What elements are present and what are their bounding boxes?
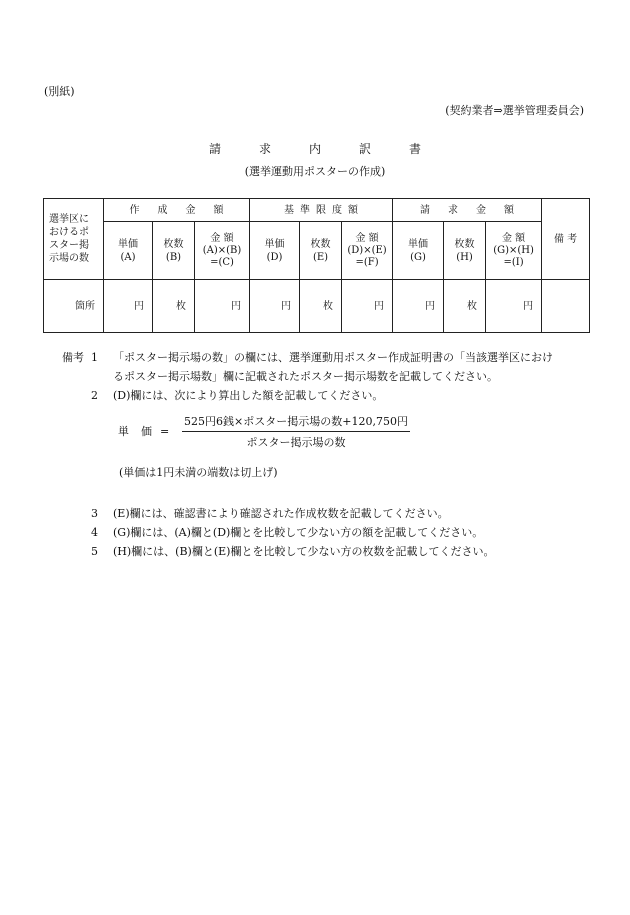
header-char: 金 xyxy=(185,204,196,216)
header-char: 度 xyxy=(332,204,343,216)
standard-limit-header xyxy=(250,199,393,222)
note-number: 1 xyxy=(91,351,98,364)
note-item xyxy=(62,349,592,368)
formula-char: 単 xyxy=(118,425,129,438)
header-line: (G)×(H) xyxy=(493,244,534,256)
note-item xyxy=(62,524,592,543)
formula-char: 価 xyxy=(141,425,152,438)
unit-price-d-header xyxy=(250,222,300,280)
formula-numerator: 525円6銭×ポスター掲示場の数+120,750円 xyxy=(182,415,410,432)
header-line: 金 額 xyxy=(355,232,379,244)
header-line: (A) xyxy=(120,251,136,263)
note-text: るポスター掲示場数」欄に記載されたポスター掲示場数を記載してください。 xyxy=(113,370,498,383)
note-number: 5 xyxy=(91,545,98,558)
note-item xyxy=(62,543,592,562)
header-line: =(F) xyxy=(355,256,379,268)
note-text: 「ポスター掲示場の数」の欄には、選挙運動用ポスター作成証明書の「当該選挙区におけ xyxy=(113,351,553,364)
unit-price-g-cell: 円 xyxy=(393,280,444,333)
amount-c-header xyxy=(195,222,250,280)
header-char: 金 xyxy=(476,204,487,216)
header-line: 示場の数 xyxy=(49,253,89,264)
header-char: 限 xyxy=(316,204,327,216)
unit-price-g-header xyxy=(393,222,444,280)
count-h-header xyxy=(444,222,486,280)
header-line: 金 額 xyxy=(210,232,234,244)
header-char: 額 xyxy=(348,204,359,216)
creation-amount-header xyxy=(104,199,250,222)
notes-label: 備考 xyxy=(62,351,84,364)
header-char: 額 xyxy=(504,204,515,216)
header-line: (E) xyxy=(312,251,329,263)
formula-fraction xyxy=(182,415,410,451)
header-line: おけるポ xyxy=(49,227,89,238)
header-line: 単価 xyxy=(264,238,285,250)
header-char: 成 xyxy=(157,204,168,216)
count-e-header xyxy=(300,222,342,280)
document-subtitle: (選挙運動用ポスターの作成) xyxy=(244,165,386,178)
header-line: 枚数 xyxy=(310,238,331,250)
header-char: 求 xyxy=(448,204,459,216)
header-line: 金 額 xyxy=(501,232,526,244)
header-char: 額 xyxy=(213,204,224,216)
count-h-cell: 枚 xyxy=(444,280,486,333)
note-text: (D)欄には、次により算出した額を記載してください。 xyxy=(113,389,384,402)
unit-price-d-cell: 円 xyxy=(250,280,300,333)
header-line: (A)×(B) xyxy=(202,244,242,256)
note-number: 3 xyxy=(91,507,98,520)
formula-equals: = xyxy=(160,425,170,438)
formula-lhs xyxy=(118,425,164,439)
header-line: 枚数 xyxy=(454,238,475,250)
amount-f-header xyxy=(342,222,393,280)
title-char: 求 xyxy=(258,142,271,156)
note-number: 2 xyxy=(91,389,98,402)
header-char: 請 xyxy=(420,204,431,216)
header-line: (G) xyxy=(410,251,426,263)
title-char: 書 xyxy=(409,142,422,156)
note-text: (H)欄には、(B)欄と(E)欄とを比較して少ない方の枚数を記載してください。 xyxy=(113,545,495,558)
unit-price-a-cell: 円 xyxy=(104,280,153,333)
notes-section xyxy=(62,349,592,562)
count-b-cell: 枚 xyxy=(153,280,195,333)
header-line: スター掲 xyxy=(49,240,89,251)
remarks-header: 備 考 xyxy=(542,199,590,280)
header-line: 枚数 xyxy=(163,238,184,250)
header-line: =(C) xyxy=(210,256,234,268)
rounding-note: (単価は1円未満の端数は切上げ) xyxy=(119,466,278,479)
amount-c-cell: 円 xyxy=(195,280,250,333)
unit-price-a-header xyxy=(104,222,153,280)
header-line: (H) xyxy=(456,251,473,263)
amount-i-cell: 円 xyxy=(486,280,542,333)
header-line: =(I) xyxy=(503,256,524,268)
header-line: 単価 xyxy=(118,238,138,250)
note-text: (G)欄には、(A)欄と(D)欄とを比較して少ない方の額を記載してください。 xyxy=(113,526,484,539)
note-text: (E)欄には、確認書により確認された作成枚数を記載してください。 xyxy=(113,507,449,520)
remarks-cell xyxy=(542,280,590,333)
district-poster-count-header xyxy=(44,199,104,280)
formula-denominator: ポスター掲示場の数 xyxy=(246,436,346,450)
count-b-header xyxy=(153,222,195,280)
header-char: 基 xyxy=(284,204,295,216)
amount-f-cell: 円 xyxy=(342,280,393,333)
claim-amount-header xyxy=(393,199,542,222)
header-line: (D)×(E) xyxy=(347,244,387,256)
district-count-cell: 箇所 xyxy=(44,280,104,333)
header-line: 単価 xyxy=(408,238,429,250)
header-line: 選挙区に xyxy=(49,214,89,225)
document-title xyxy=(0,142,630,158)
note-continuation xyxy=(62,368,592,387)
routing-note: (契約業者⇒選挙管理委員会) xyxy=(445,104,584,117)
amount-i-header xyxy=(486,222,542,280)
title-char: 訳 xyxy=(359,142,372,156)
header-char: 作 xyxy=(129,204,140,216)
title-char: 請 xyxy=(208,142,221,156)
note-item xyxy=(62,505,592,524)
count-e-cell: 枚 xyxy=(300,280,342,333)
header-line: (B) xyxy=(165,251,182,263)
header-line: (D) xyxy=(266,251,283,263)
header-char: 準 xyxy=(300,204,311,216)
note-item xyxy=(62,387,592,406)
claim-breakdown-table xyxy=(43,198,590,333)
annex-label: (別紙) xyxy=(44,85,75,98)
note-number: 4 xyxy=(91,526,98,539)
title-char: 内 xyxy=(308,142,321,156)
